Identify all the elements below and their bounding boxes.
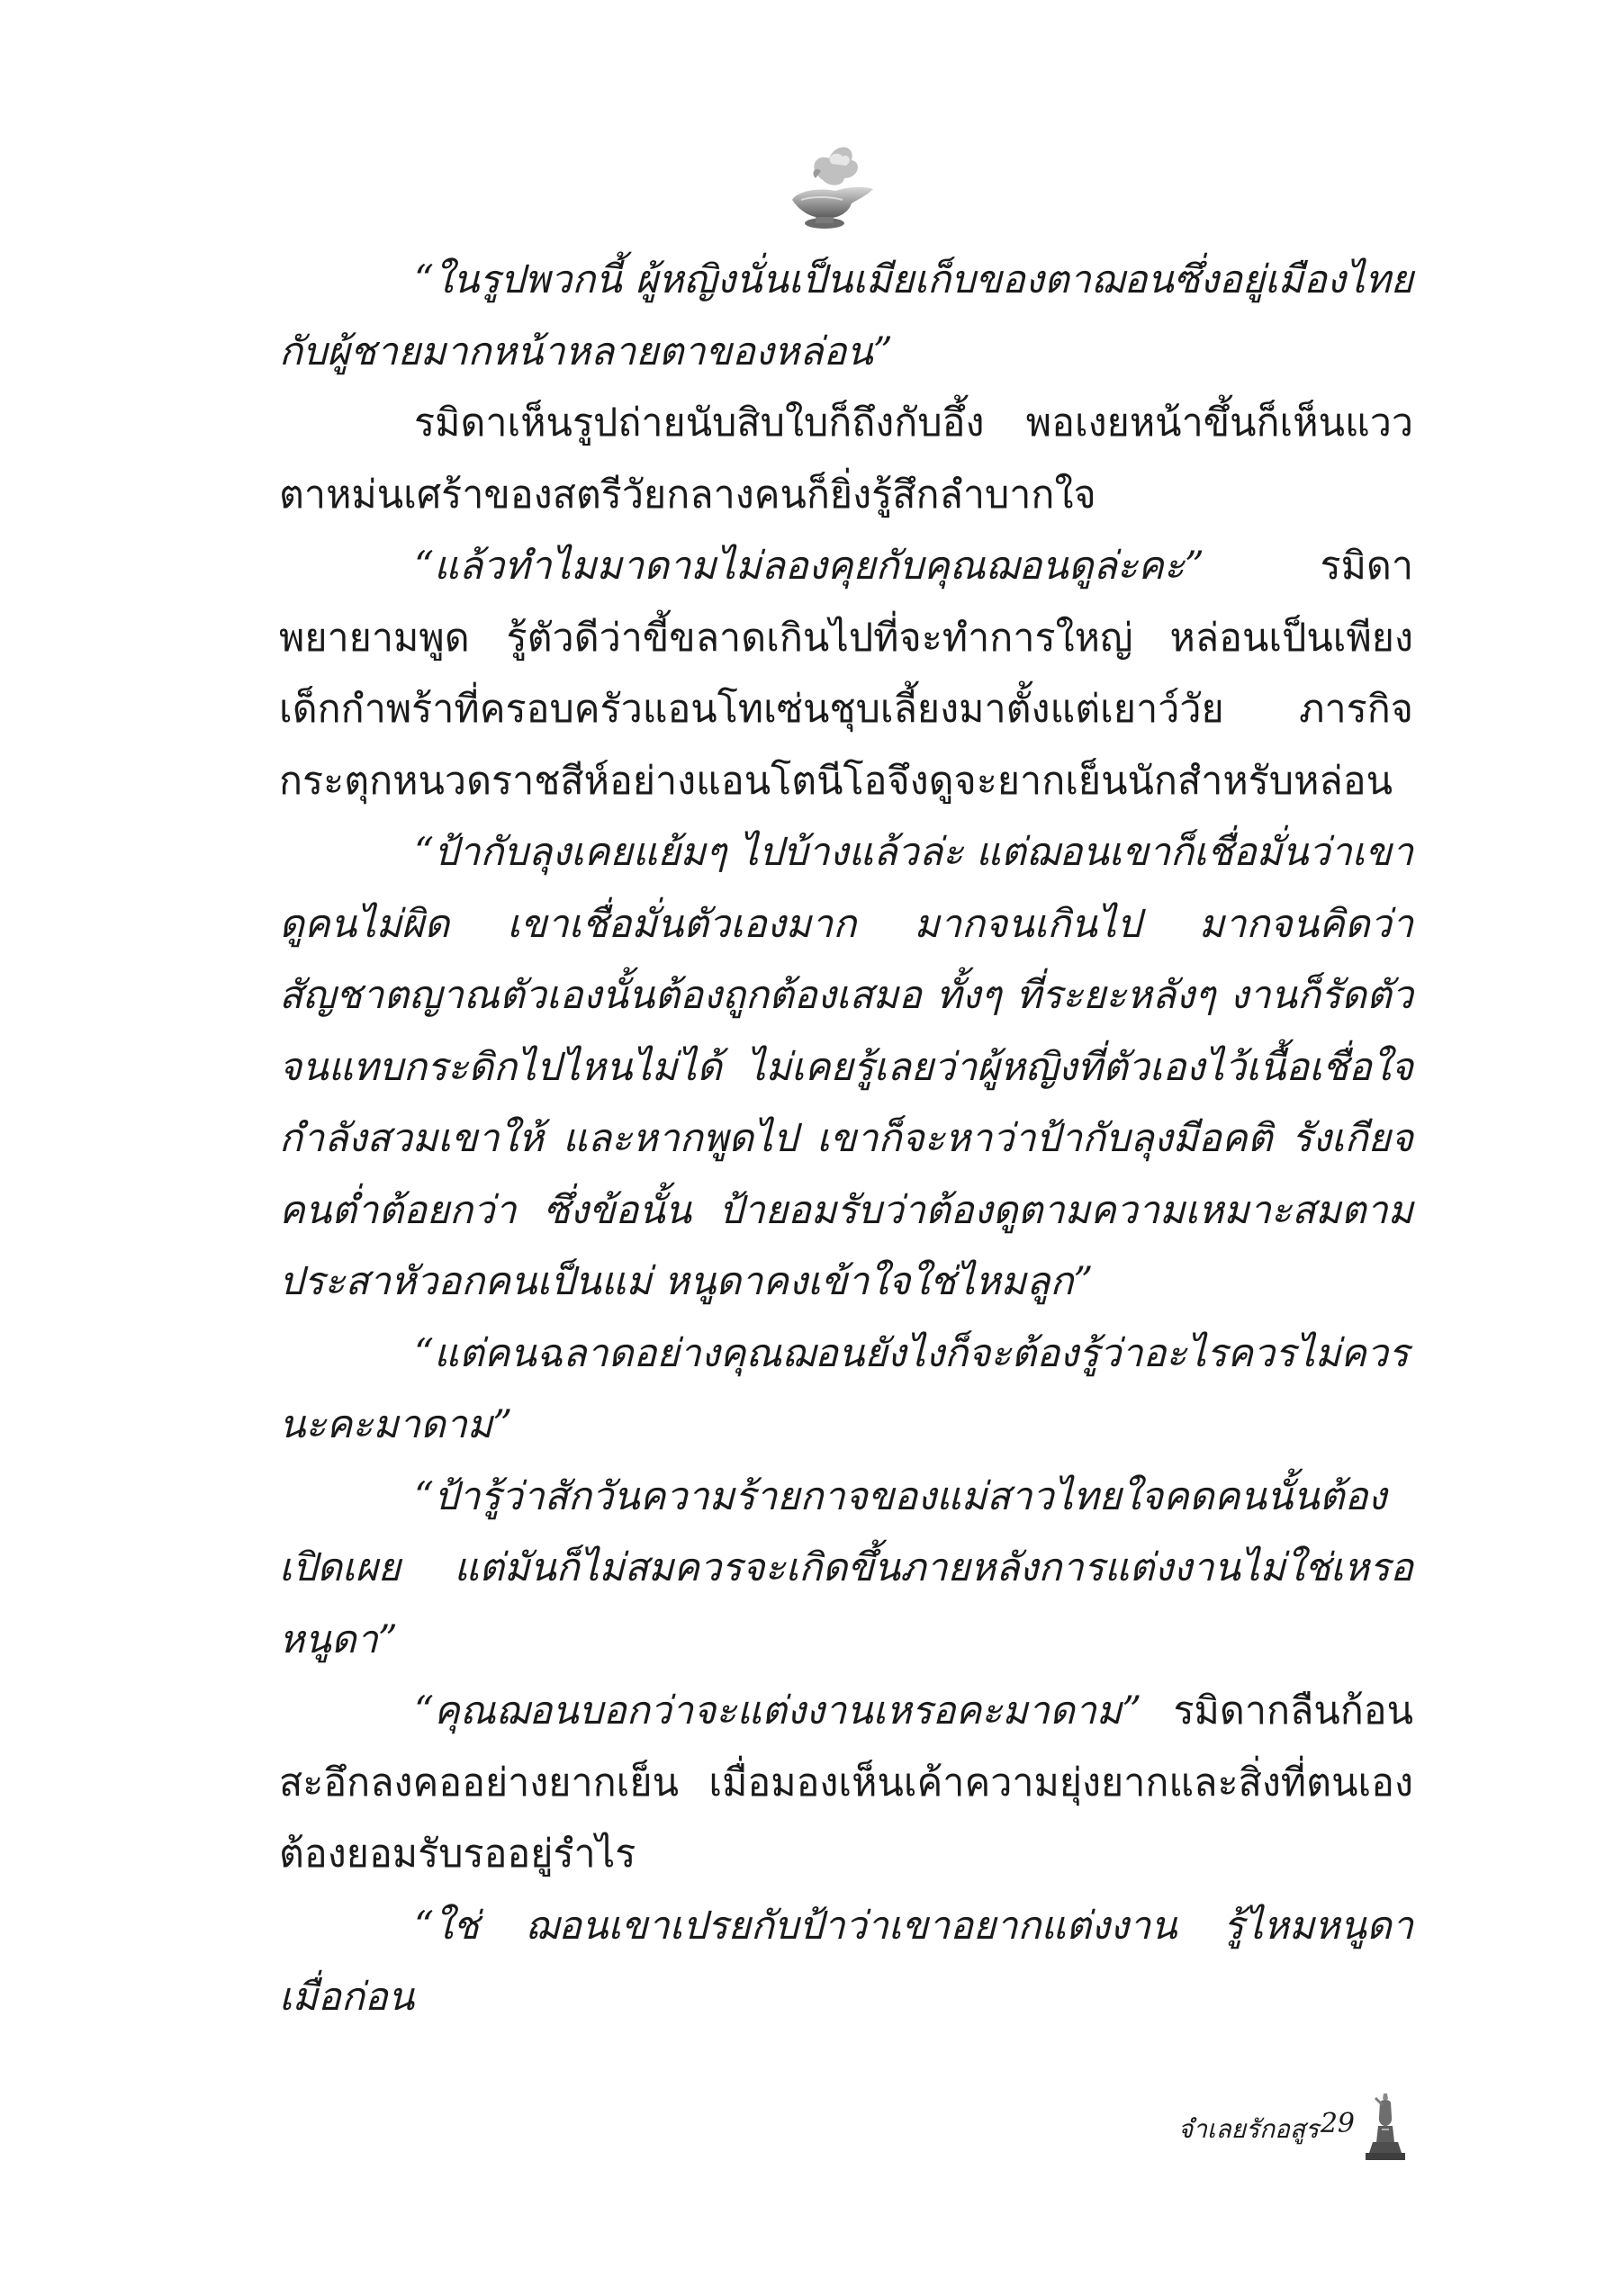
paragraph-4: [279, 817, 1413, 1319]
paragraph-8: [279, 1891, 1413, 2034]
quoted-dialogue: “แต่คนฉลาดอย่างคุณฌอนยังไงก็จะต้องรู้ว่าอะไรควรไม่ควรนะคะมาดาม”: [279, 1330, 1410, 1447]
quoted-dialogue: “ใช่ ฌอนเขาเปรยกับป้าว่าเขาอยากแต่งงาน รู้ไหมหนูดา เมื่อก่อน: [279, 1903, 1413, 2020]
page-number: 29: [1320, 2108, 1355, 2139]
quoted-dialogue: “ป้ารู้ว่าสักวันความร้ายกาจของแม่สาวไทยใจคดคนนั้นต้องเปิดเผย แต่มันก็ไม่สมควรจะเกิดขึ้นภายหลังการแต่งงานไม่ใช่เหรอหนูดา”: [279, 1473, 1413, 1662]
paragraph-3: [279, 531, 1413, 817]
paragraph-2: [279, 388, 1413, 531]
quoted-dialogue: “ป้ากับลุงเคยแย้มๆ ไปบ้างแล้วล่ะ แต่ฌอนเขาก็เชื่อมั่นว่าเขาดูคนไม่ผิด เขาเชื่อมั่นตัวเองมาก มากจนเกินไป มากจนคิดว่าสัญชาตญาณตัวเองนั้นต้องถูกต้องเสมอ ทั้งๆ ที่ระยะหลังๆ งานก็รัดตัวจนแทบกระดิกไปไหนไม่ได้ ไม่เคยรู้เลยว่าผู้หญิงที่ตัวเองไว้เนื้อเชื่อใจกำลังสวมเขาให้ และหากพูดไป เขาก็จะหาว่าป้ากับลุงมีอคติ รังเกียจคนต่ำต้อยกว่า ซึ่งข้อนั้น ป้ายอมรับว่าต้องดูตามความเหมาะสมตามประสาหัวอกคนเป็นแม่ หนูดาคงเข้าใจใช่ไหมลูก”: [279, 830, 1413, 1304]
page-footer: [1177, 2090, 1409, 2162]
narration: รมิดากลืนก้อนสะอึกลงคออย่างยากเย็น เมื่อมองเห็นเค้าความยุ่งยากและสิ่งที่ตนเองต้องยอมรับรออยู่รำไร: [279, 1688, 1413, 1877]
paragraph-7: [279, 1676, 1413, 1891]
statue-ornament-icon: [1362, 2090, 1409, 2162]
quoted-dialogue: “คุณฌอนบอกว่าจะแต่งงานเหรอคะมาดาม”: [414, 1688, 1142, 1733]
paragraph-5: [279, 1319, 1413, 1462]
narration: รมิดาเห็นรูปถ่ายนับสิบใบก็ถึงกับอึ้ง พอเงยหน้าขึ้นก็เห็นแววตาหม่นเศร้าของสตรีวัยกลางคนก็ยิ่งรู้สึกลำบากใจ: [279, 401, 1413, 518]
paragraph-1: [279, 245, 1413, 388]
paragraph-6: [279, 1462, 1413, 1677]
book-title: จำเลยรักอสูร: [1177, 2114, 1319, 2144]
narration: รมิดาพยายามพูด รู้ตัวดีว่าขี้ขลาดเกินไปที่จะทำการใหญ่ หล่อนเป็นเพียงเด็กกำพร้าที่ครอบครัวแอนโทเซ่นชุบเลี้ยงมาตั้งแต่เยาว์วัย ภารกิจกระตุกหนวดราชสีห์อย่างแอนโตนีโอจึงดูจะยากเย็นนักสำหรับหล่อน: [279, 544, 1413, 804]
quoted-dialogue: “แล้วทำไมมาดามไม่ลองคุยกับคุณฌอนดูล่ะคะ”: [414, 544, 1204, 589]
body-text: [279, 245, 1413, 2034]
lamp-ornament-icon: [780, 133, 879, 237]
quoted-dialogue: “ในรูปพวกนี้ ผู้หญิงนั่นเป็นเมียเก็บของตาฌอนซึ่งอยู่เมืองไทยกับผู้ชายมากหน้าหลายตาของหล่อน”: [279, 257, 1413, 374]
